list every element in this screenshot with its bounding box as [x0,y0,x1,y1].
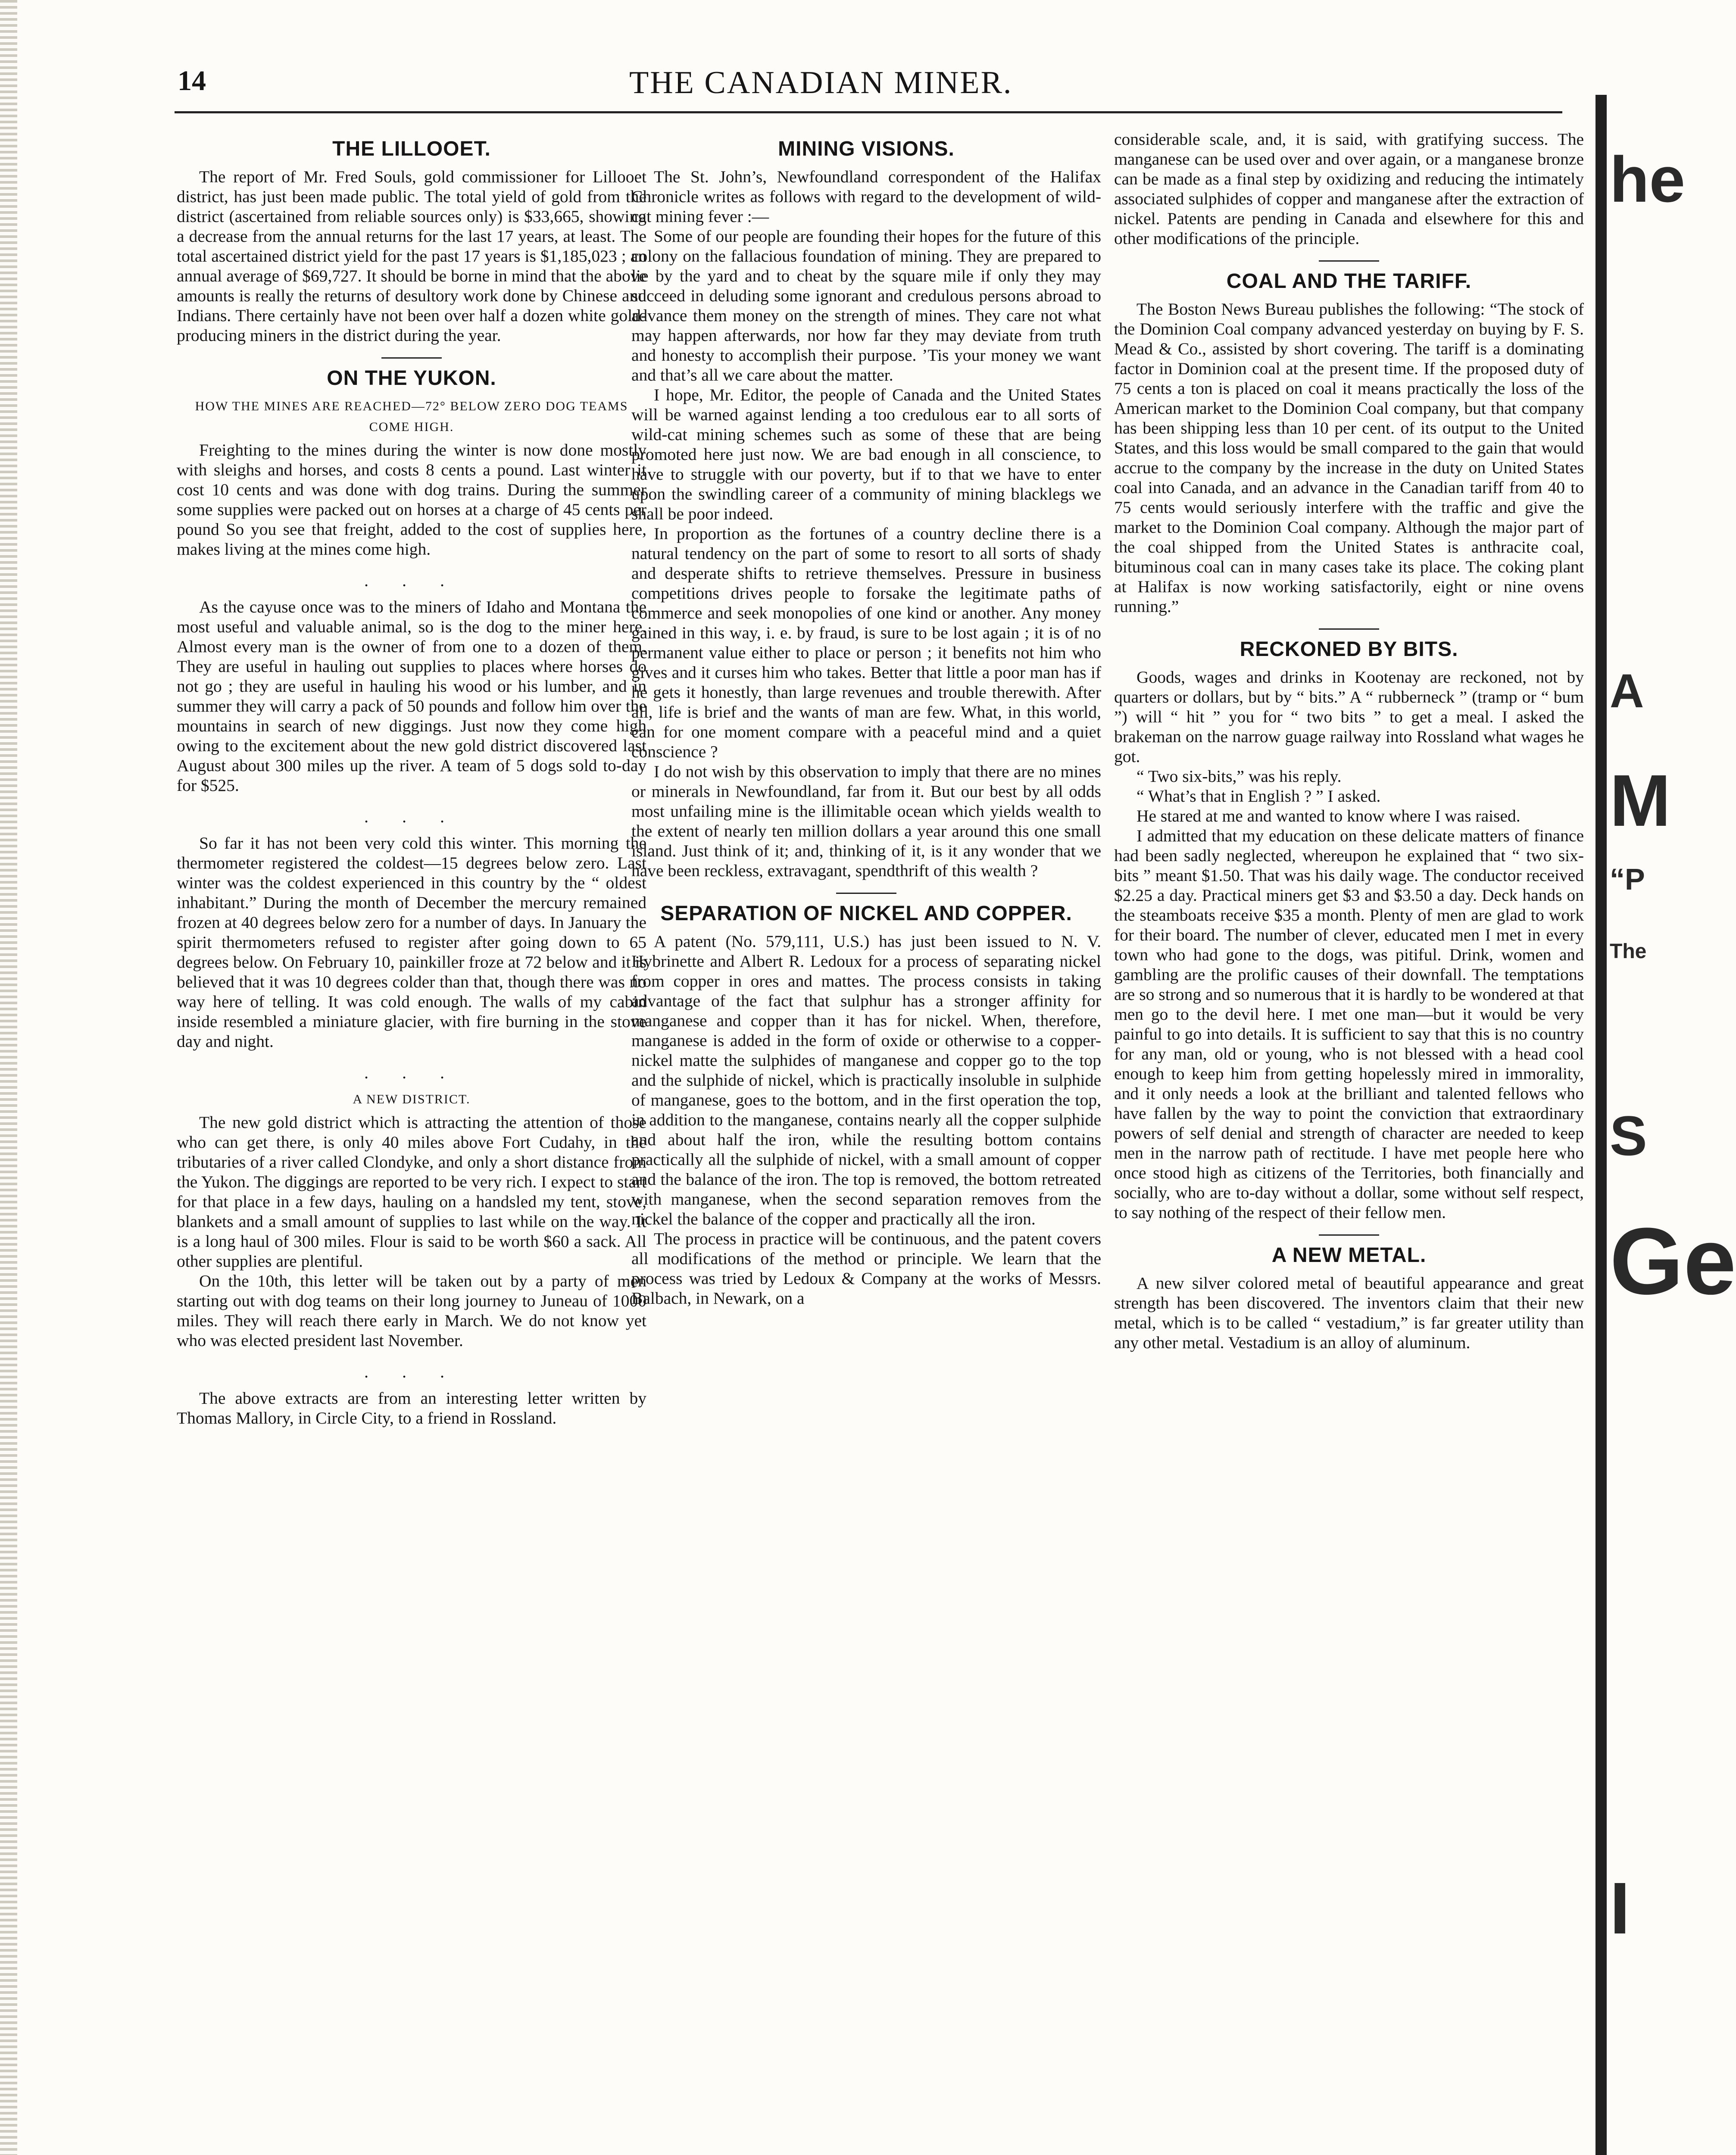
bits-paragraph-2: “ Two six-bits,” was his reply. [1137,767,1342,786]
running-head: THE CANADIAN MINER. [629,65,1013,100]
bits-paragraph-4: He stared at me and wanted to know where I was raised. [1137,806,1521,825]
nickel-paragraph-1: A patent (No. 579,111, U.S.) has just been issued to N. V. Hybrinette and Albert R. Ledoux for a process of separating nickel from copper in ores and mattes. The process consists in taking advantage of the fact that sulphur has a stronger affinity for manganese and copper than it has for nickel. When, therefore, manganese is added in the form of oxide or otherwise to a copper-nickel matte the sulphides of manganese and copper go to the top and the sulphide of nickel, which is practically insoluble in sulphide of manganese, goes to the bottom, and in the first operation the top, in addition to the manganese, contains nearly all the copper sulphide and about half the iron, while the resulting bottom contains practically all the sulphide of nickel, with a small amount of copper and the balance of the iron. The top is removed, the bottom retreated with manganese, when the second separation removes from the nickel the balance of the copper and practically all the iron. [631,932,1101,1228]
dot-separator: . . . [364,571,459,590]
mining-visions-paragraph-5: I do not wish by this observation to imply that there are no mines or minerals in Newfoundland, far from it. But our best by all odds most unfailing mine is the illimitable ocean which yields wealth to the extent of nearly ten million dollars a year around this one small island. Just think of it; and, thinking of it, is it any wonder that we have been reckless, extravagant, spendthrift of this wealth ? [631,762,1101,880]
mining-visions-paragraph-2: Some of our people are founding their hopes for the future of this colony on the fallacious foundation of mining. They are prepared to lie by the yard and to cheat by the square mile if only they may succeed in deluding some ignorant and credulous persons abroad to advance them money on the strength of mines. They care not what may happen afterwards, nor how far they may deviate from truth and honesty to accomplish their purpose. ’Tis your money we want and that’s all we care about the matter. [631,227,1101,384]
facing-page-fragment: Ge [1610,1208,1736,1314]
facing-page-fragment: M [1610,760,1671,842]
column-3 [1114,129,1584,1352]
facing-page-fragment: The [1610,940,1647,963]
article-title-nickel-copper: SEPARATION OF NICKEL AND COPPER. [660,902,1072,925]
article-title-yukon: ON THE YUKON. [327,367,496,390]
yukon-paragraph-6: The above extracts are from an interesting letter written by Thomas Mallory, in Circle City, to a friend in Rossland. [177,1389,646,1427]
article-subtitle-yukon: HOW THE MINES ARE REACHED—72° BELOW ZERO DOG TEAMS COME HIGH. [195,399,628,434]
yukon-paragraph-2: As the cayuse once was to the miners of Idaho and Montana the most useful and valuable animal, so is the dog to the miner here. Almost every man is the owner of from one to a dozen of them. They are useful in hauling out supplies to places where horses do not go ; they are useful in hauling his wood or his lumber, and in summer they will carry a pack of 50 pounds and follow him over the mountains in search of new diggings. Just now they come high owing to the excitement about the new gold district discovered last August about 300 miles up the river. A team of 5 dogs sold to-day for $525. [177,597,646,795]
bits-paragraph-3: “ What’s that in English ? ” I asked. [1137,787,1381,806]
facing-page-fragment: “P [1610,862,1645,896]
mining-visions-paragraph-3: I hope, Mr. Editor, the people of Canada and the United States will be warned against lending a too credulous ear to all sorts of wild-cat mining schemes such as some of these that are being promoted here just now. We are bad enough in all conscience, to have to struggle with our poverty, but if to that we have to enter upon the swindling career of a community of mining blacklegs we shall be poor indeed. [631,385,1101,523]
yukon-paragraph-4: The new gold district which is attracting the attention of those who can get there, is only 40 miles above Fort Cudahy, in the tributaries of a river called Clondyke, and only a short distance from the Yukon. The diggings are reported to be very rich. I expect to start for that place in a few days, hauling on a handsled my tent, stove, blankets and a small amount of supplies to last while on the way. It is a long haul of 300 miles. Flour is said to be worth $60 a sack. All other supplies are plentiful. [177,1113,646,1271]
section-divider [1319,260,1379,262]
dot-separator: . . . [364,1063,459,1082]
article-title-lillooet: THE LILLOOET. [332,137,491,160]
section-divider [381,357,442,359]
section-divider [1319,1234,1379,1236]
bits-paragraph-1: Goods, wages and drinks in Kootenay are reckoned, not by quarters or dollars, but by “ bits.” A “ rubberneck ” (tramp or “ bum ”) will “ hit ” you for “ two bits ” to get a meal. I asked the brakeman on the narrow guage railway into Rossland what wages he got. [1114,668,1584,766]
column-1 [177,129,646,1428]
facing-page-fragment: S [1610,1104,1647,1167]
facing-page-fragment: A [1610,665,1644,718]
lillooet-paragraph: The report of Mr. Fred Souls, gold commissioner for Lillooet district, has just been made public. The total yield of gold from the district (ascertained from reliable sources only) is $33,665, showing a decrease from the annual returns for the last 17 years, at least. The total ascertained district yield for the past 17 years is $1,185,023 ; an annual average of $69,727. It should be borne in mind that the above amounts is really the returns of desultory work done by Chinese and Indians. There certainly have not been over half a dozen white gold-producing miners in the district during the year. [177,167,646,345]
new-metal-paragraph: A new silver colored metal of beautiful appearance and great strength has been discovered. The inventors claim that their new metal, which is to be called “ vestadium,” is far greater utility than any other metal. Vestadium is an alloy of aluminum. [1114,1274,1584,1352]
yukon-paragraph-1: Freighting to the mines during the winter is now done mostly with sleighs and horses, and costs 8 cents a pound. Last winter it cost 10 cents and was done with dog trains. During the summer some supplies were packed out on horses at a charge of 45 cents per pound So you see that freight, added to the cost of supplies here, makes living at the mines come high. [177,440,646,559]
facing-page-fragment: I [1610,1868,1630,1949]
header-rule [175,111,1562,113]
bits-paragraph-5: I admitted that my education on these delicate matters of finance had been sadly neglected, whereupon he explained that “ two six-bits ” meant $1.50. That was his daily wage. The conductor received $2.25 a day. Practical miners get $3 and $3.50 a day. Deck hands on the steamboats receive $35 a month. Plenty of men are glad to work for their board. The number of clever, educated men I met in every town who had gone to the dogs, was pitiful. Drink, women and gambling are the prolific causes of their downfall. The temptations are so strong and so numerous that it is hardly to be wondered at that men go to the devil here. I met one man—but it would be very painful to go into details. It is sufficient to say that this is no country for any man, old or young, who is not blessed with a head cool enough to keep him from getting hopelessly mired in immorality, and it only needs a look at the brilliant and talented fellows who have fallen by the way to point the conviction that extraordinary powers of self denial and strength of character are needed to keep men in the narrow path of rectitude. I have met people here who once stood high as citizens of the Territories, both financially and socially, who are to-day without a dollar, some without self respect, to say nothing of the respect of their fellow men. [1114,826,1584,1222]
facing-page-spine [1595,95,1607,2155]
yukon-paragraph-3: So far it has not been very cold this winter. This morning the thermometer registered the coldest—15 degrees below zero. Last winter was the coldest experienced in this country by the “ oldest inhabitant.” During the month of December the mercury remained frozen at 40 degrees below zero for a number of days. In January the spirit thermometers refused to register after going down to 65 degrees below. On February 10, painkiller froze at 72 below and it is believed that it was 10 degrees colder than that, though there was no way here of telling. It was cold enough. The walls of my cabin inside resembled a miniature glacier, with fire burning in the stove day and night. [177,834,646,1051]
section-divider [836,893,896,894]
nickel-paragraph-2: The process in practice will be continuous, and the patent covers all modifications of the method or principle. We learn that the process was tried by Ledoux & Company at the works of Messrs. Balbach, in Newark, on a [631,1229,1101,1308]
article-title-mining-visions: MINING VISIONS. [778,137,955,160]
column-2 [631,129,1101,1308]
article-title-reckoned-by-bits: RECKONED BY BITS. [1240,638,1458,661]
left-page-edge [0,0,17,2155]
nickel-paragraph-3: considerable scale, and, it is said, with gratifying success. The manganese can be used over and over again, or a manganese bronze can be made as a final step by oxidizing and reducing the intimately associated sulphides of copper and manganese after the extraction of nickel. Patents are pending in Canada and elsewhere for this and other modifications of the principle. [1114,130,1584,248]
article-title-coal-tariff: COAL AND THE TARIFF. [1226,270,1472,293]
yukon-paragraph-5: On the 10th, this letter will be taken out by a party of men starting out with dog teams on their long journey to Juneau of 1000 miles. They will reach there early in March. We do not know yet who was elected president last November. [177,1271,646,1350]
facing-page-fragment: he [1610,143,1686,216]
mining-visions-paragraph-4: In proportion as the fortunes of a country decline there is a natural tendency on the part of some to resort to all sorts of shady and desperate shifts to retrieve themselves. Pressure in business competitions drives people to forsake the legitimate paths of commerce and seek monopolies of one kind or another. Any money gained in this way, i. e. by fraud, is sure to be lost again ; it is of no permanent value either to place or person ; it benefits not him who gives and it curses him who takes. Better that little a poor man has if he gets it honestly, than large revenues and trouble therewith. After all, life is brief and the wants of man are few. What, in this world, can for one moment compare with a peaceful mind and a quiet conscience ? [631,524,1101,761]
new-district-label: A NEW DISTRICT. [353,1092,471,1106]
dot-separator: . . . [364,807,459,826]
coal-paragraph: The Boston News Bureau publishes the following: “The stock of the Dominion Coal company advanced yesterday on buying by F. S. Mead & Co., assisted by short covering. The tariff is a dominating factor in Dominion coal at the present time. If the proposed duty of 75 cents a ton is placed on coal it means practically the loss of the American market to the Dominion Coal company, but that company has been shipping less than 10 per cent. of its output to the United States, and this loss would be small compared to the gain that would accrue to the company by the increase in the duty on United States coal into Canada, and an advance in the Canadian tariff from 40 to 75 cents would seriously interfere with the traffic and give the market to the Dominion Coal company. Although the major part of the coal shipped from the United States is anthracite coal, bituminous coal can in many cases take its place. The coking plant at Halifax is now working satisfactorily, eight or nine ovens running.” [1114,300,1584,616]
section-divider [1319,628,1379,630]
page-number: 14 [178,65,206,97]
dot-separator: . . . [364,1362,459,1381]
article-title-new-metal: A NEW METAL. [1271,1244,1427,1267]
mining-visions-paragraph-1: The St. John’s, Newfoundland correspondent of the Halifax Chronicle writes as follows with regard to the development of wild-cat mining fever :— [631,167,1101,226]
